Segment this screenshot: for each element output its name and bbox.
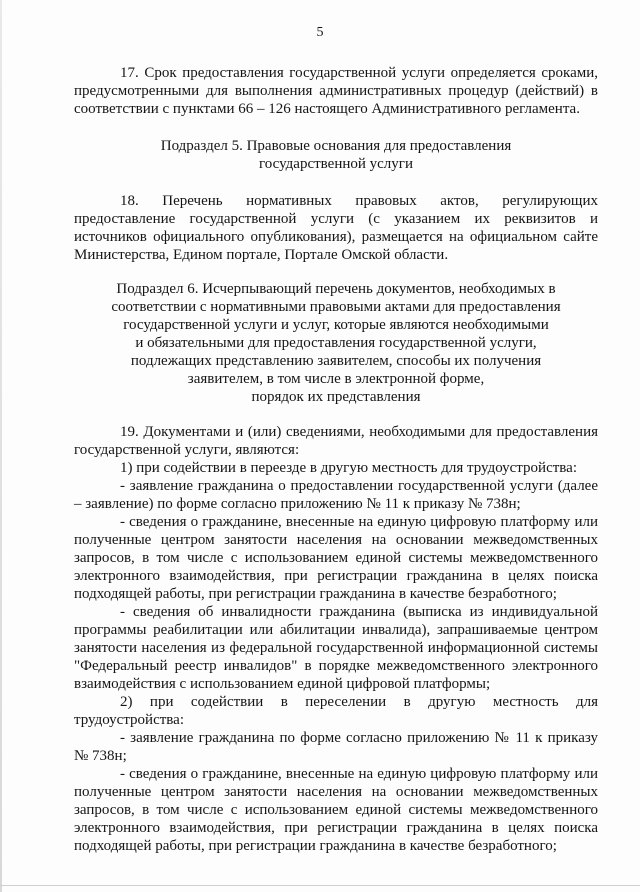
- subsection-5-heading-line: государственной услуги: [259, 156, 413, 172]
- subsection-6-heading-line: государственной услуги и услуг, которые являются необходимыми: [123, 317, 549, 333]
- page-number: 5: [316, 25, 324, 40]
- paragraph-17: 17. Срок предоставления государственной услуги определяется сроками, предусмотренными для выполнения административных процедур (действий) в соответствии с пунктами 66 – 126 настоящего Административного регламента.: [74, 65, 598, 117]
- paragraph-19-item-1: 1) при содействии в переезде в другую местность для трудоустройства:: [120, 460, 577, 476]
- paragraph-19-item-1-citizen-info: - сведения о гражданине, внесенные на единую цифровую платформу или полученные центром занятости населения на основании межведомственных запросов, в том числе с использованием единой системы межведомственного электронного взаимодействия, при регистрации гражданина в целях поиска подходящей работы, при регистрации гражданина в качестве безработного;: [74, 514, 598, 602]
- subsection-6-heading: [74, 280, 598, 406]
- scan-edge: [0, 0, 2, 892]
- document-body: [74, 64, 598, 855]
- subsection-6-heading-line: порядок их представления: [251, 389, 421, 405]
- subsection-5-heading: [74, 137, 598, 173]
- subsection-6-heading-line: подлежащих представлению заявителем, способы их получения: [130, 353, 542, 369]
- paragraph-18: 18. Перечень нормативных правовых актов, регулирующих предоставление государственной услуги (с указанием их реквизитов и источников официального опубликования), размещается на официальном сайте Министерства, Едином портале, Портале Омской области.: [74, 193, 598, 263]
- paragraph-19: 19. Документами и (или) сведениями, необходимыми для предоставления государственной услуги, являются:: [74, 424, 598, 458]
- subsection-6-heading-line: соответствии с нормативными правовыми актами для предоставления: [111, 299, 561, 315]
- paragraph-19-item-1-disability-info: - сведения об инвалидности гражданина (выписка из индивидуальной программы реабилитации или абилитации инвалида), запрашиваемые центром занятости населения из федеральной государственной информационной системы "Федеральный реестр инвалидов" в порядке межведомственного электронного взаимодействия с использованием единой цифровой платформы;: [74, 604, 598, 692]
- subsection-5-heading-line: Подраздел 5. Правовые основания для предоставления: [160, 138, 512, 154]
- paragraph-19-item-1-application: - заявление гражданина о предоставлении государственной услуги (далее – заявление) по форме согласно приложению № 11 к приказу № 738н;: [74, 478, 598, 512]
- paragraph-19-item-2: 2) при содействии в переселении в другую местность для трудоустройства:: [74, 694, 598, 728]
- scan-edge: [0, 885, 640, 886]
- paragraph-19-item-2-citizen-info: - сведения о гражданине, внесенные на единую цифровую платформу или полученные центром занятости населения на основании межведомственных запросов, в том числе с использованием единой системы межведомственного электронного взаимодействия, при регистрации гражданина в целях поиска подходящей работы, при регистрации гражданина в качестве безработного;: [74, 766, 598, 854]
- subsection-6-heading-line: и обязательными для предоставления государственной услуги,: [135, 335, 537, 351]
- paragraph-19-item-2-application: - заявление гражданина по форме согласно приложению № 11 к приказу № 738н;: [74, 730, 598, 764]
- subsection-6-heading-line: заявителем, в том числе в электронной форме,: [187, 371, 485, 387]
- subsection-6-heading-line: Подраздел 6. Исчерпывающий перечень документов, необходимых в: [116, 281, 556, 297]
